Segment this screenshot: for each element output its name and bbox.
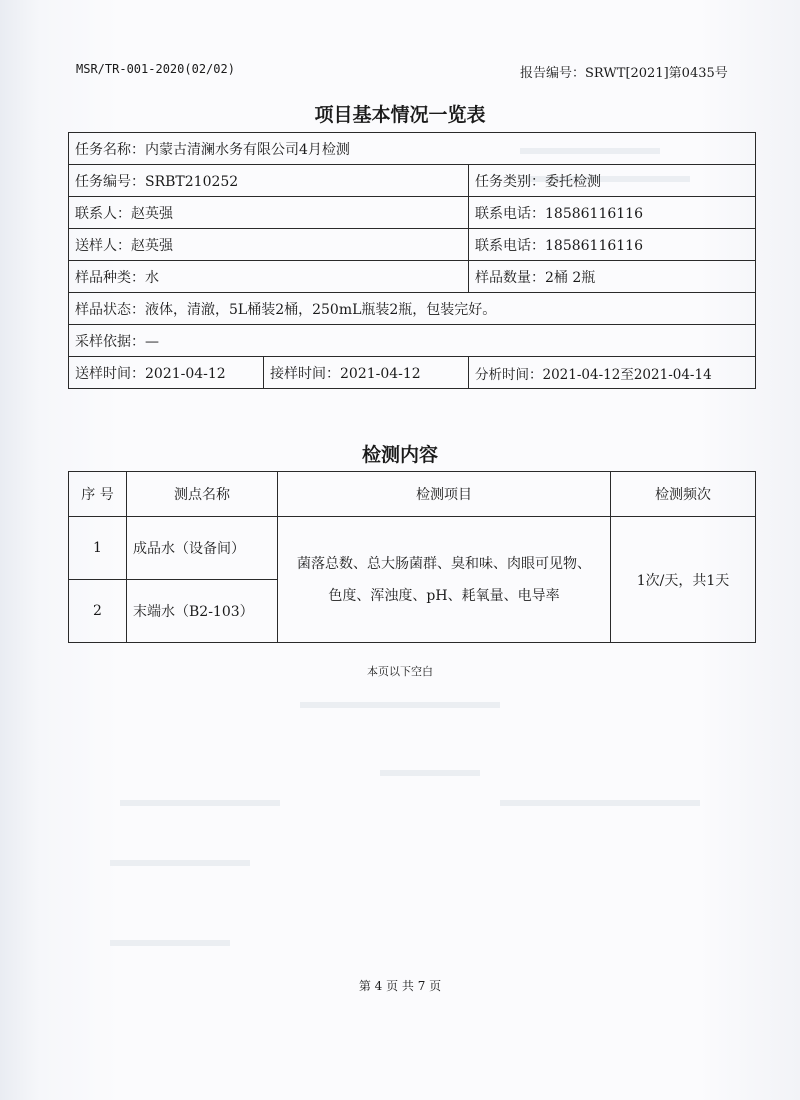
project-info-title: 项目基本情况一览表 (314, 104, 486, 126)
table-row (69, 517, 756, 580)
project-info-table (68, 132, 756, 389)
col-header-point: 测点名称 (127, 472, 278, 517)
sampling-basis-cell: 采样依据：— (69, 325, 756, 357)
bleed-through-mark (120, 800, 280, 806)
contact-phone-cell: 联系电话：18586116116 (469, 197, 756, 229)
col-header-frequency: 检测频次 (611, 472, 756, 517)
detection-frequency-cell: 1次/天，共1天 (611, 517, 756, 643)
report-number: 报告编号：SRWT[2021]第0435号 (520, 66, 728, 81)
bleed-through-mark (380, 770, 480, 776)
bleed-through-mark (110, 860, 250, 866)
sample-quantity-cell: 样品数量：2桶 2瓶 (469, 261, 756, 293)
form-code: MSR/TR-001-2020(02/02) (76, 62, 235, 76)
page-footer: 第 4 页 共 7 页 (358, 979, 442, 993)
send-time-cell: 送样时间：2021-04-12 (69, 357, 264, 389)
col-header-number: 序 号 (69, 472, 127, 517)
receive-time-cell: 接样时间：2021-04-12 (264, 357, 469, 389)
row-point-name: 末端水（B2-103） (127, 580, 278, 643)
sample-state-cell: 样品状态：液体，清澈，5L桶装2桶，250mL瓶装2瓶，包装完好。 (69, 293, 756, 325)
task-type-cell: 任务类别：委托检测 (469, 165, 756, 197)
task-number-cell: 任务编号：SRBT210252 (69, 165, 469, 197)
row-point-name: 成品水（设备间） (127, 517, 278, 580)
detection-items-line: 菌落总数、总大肠菌群、臭和味、肉眼可见物、 (297, 555, 591, 572)
bleed-through-mark (300, 702, 500, 708)
row-number: 2 (69, 580, 127, 643)
sample-type-cell: 样品种类：水 (69, 261, 469, 293)
detection-content-title: 检测内容 (361, 444, 438, 466)
task-name-cell: 任务名称：内蒙古清澜水务有限公司4月检测 (69, 133, 756, 165)
analysis-time-cell: 分析时间：2021-04-12至2021-04-14 (469, 357, 756, 389)
detection-header-row (69, 472, 756, 517)
col-header-items: 检测项目 (278, 472, 611, 517)
sender-cell: 送样人：赵英强 (69, 229, 469, 261)
detection-items-cell (278, 517, 611, 643)
bleed-through-mark (500, 800, 700, 806)
row-number: 1 (69, 517, 127, 580)
detection-table (68, 471, 756, 643)
blank-below-note: 本页以下空白 (367, 665, 433, 678)
bleed-through-mark (110, 940, 230, 946)
detection-items-line: 色度、浑浊度、pH、耗氧量、电导率 (328, 587, 560, 604)
sender-phone-cell: 联系电话：18586116116 (469, 229, 756, 261)
contact-cell: 联系人：赵英强 (69, 197, 469, 229)
